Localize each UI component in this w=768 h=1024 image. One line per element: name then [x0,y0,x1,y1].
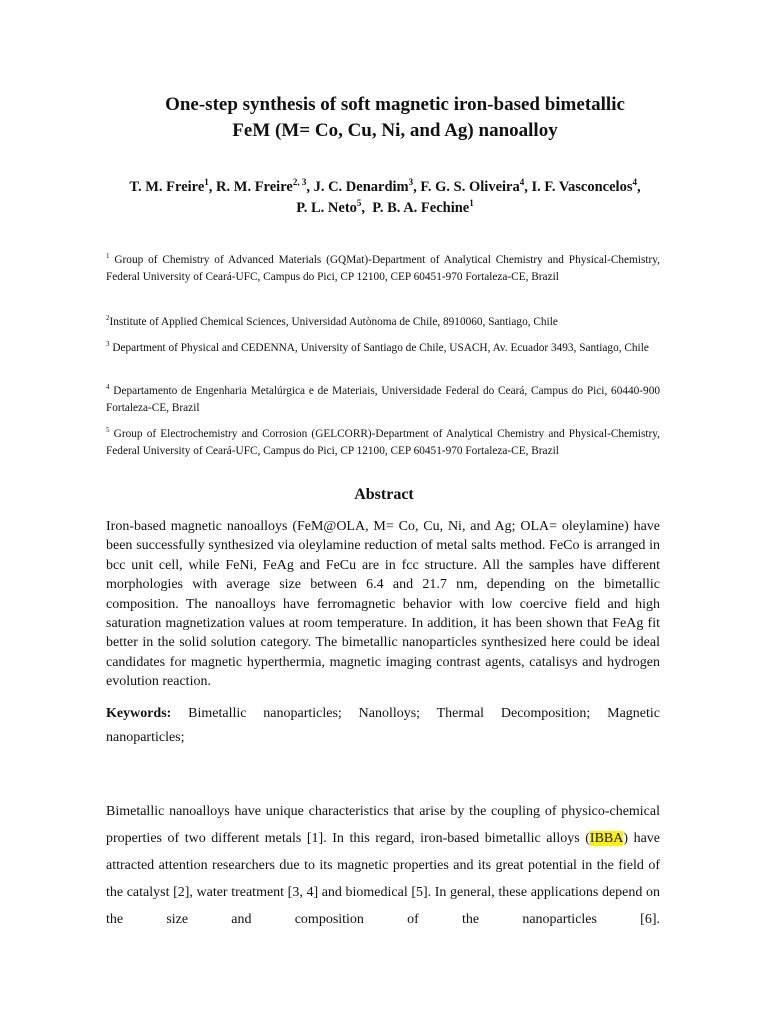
affiliation-text: Institute of Applied Chemical Sciences, Universidad Autònoma de Chile, 8910060, Santiago, Chile [109,316,558,328]
author-name: F. G. S. Oliveira [420,179,520,195]
keywords-text: Bimetallic nanoparticles; Nanolloys; Thermal Decomposition; Magnetic nanoparticles; [106,706,660,745]
intro-text-part-1: Bimetallic nanoalloys have unique characteristics that arise by the coupling of physico-chemical properties of two different metals [1]. In this regard, iron-based bimetallic alloys ( [106,804,660,846]
author-separator: , [208,179,217,195]
intro-text-part-2: ) have attracted attention researchers due to its magnetic properties and its great potential in the field of the catalyst [2], water treatment [3, 4] and biomedical [5]. In general, these applications depend on the size and composition of the nanoparticles [6]. [106,831,661,927]
abstract-heading: Abstract [354,486,414,503]
affiliation-mark: 3 [106,340,110,349]
author-separator: , [524,179,532,195]
author-name: I. F. Vasconcelos [531,179,633,195]
author-name: J. C. Denardim [313,179,409,195]
affiliation-mark: 2 [106,314,110,323]
affiliation-mark: 4 [106,383,110,392]
affiliation-text: Group of Electrochemistry and Corrosion (GELCORR)-Department of Analytical Chemistry and Physical-Chemistry, Federal University of Ceará-UFC, Campus do Pici, CP 12100, CEP 60451-970 Fortaleza-CE, Brazil [106,428,661,457]
affiliation-3 [106,340,660,357]
author-separator: , [361,200,373,216]
author-list [90,177,680,219]
author-name: T. M. Freire [129,179,205,195]
author-separator: , [413,179,421,195]
author-affiliation-mark: 1 [469,198,474,209]
title-line-2: FeM (M= Co, Cu, Ni, and Ag) nanoalloy [232,120,558,141]
affiliation-2 [106,314,660,331]
author-separator: , [306,179,314,195]
author-affiliation-mark: 2, 3 [292,177,307,188]
abstract-text: Iron-based magnetic nanoalloys (FeM@OLA, M= Co, Cu, Ni, and Ag; OLA= oleylamine) have been successfully synthesized via oleylamine reduction of metal salts method. FeCo is arranged in bcc unit cell, while FeNi, FeAg and FeCu are in fcc structure. All the samples have different morphologies with average size between 6.4 and 21.7 nm, depending on the bimetallic composition. The nanoalloys have ferromagnetic behavior with low coercive field and high saturation magnetization values at room temperature. In addition, it has been shown that FeAg fit better in the solid solution category. The bimetallic nanoparticles synthesized here could be ideal candidates for magnetic hyperthermia, magnetic imaging contrast agents, catalisys and hydrogen evolution reaction. [106,519,660,690]
affiliation-mark: 5 [106,426,110,435]
introduction-paragraph [106,798,660,933]
author-affiliation-mark: 5 [356,198,362,209]
affiliation-4 [106,383,660,416]
keywords-label: Keywords: [106,706,172,721]
author-affiliation-mark: 4 [519,177,525,188]
affiliation-mark: 1 [106,252,110,261]
affiliation-text: Department of Physical and CEDENNA, University of Santiago de Chile, USACH, Av. Ecuador 3493, Santiago, Chile [112,342,649,354]
affiliation-text: Departamento de Engenharia Metalúrgica e de Materiais, Universidade Federal do Ceará, Campus do Pici, 60440-900 Fortaleza-CE, Brazil [106,385,660,414]
highlighted-term: IBBA [589,831,624,846]
author-affiliation-mark: 3 [408,177,414,188]
author-name: R. M. Freire [216,179,293,195]
author-affiliation-mark: 4 [632,177,637,188]
keywords-paragraph [106,702,660,750]
affiliation-1 [106,252,660,285]
author-name: P. B. A. Fechine [372,200,470,216]
affiliation-text: Group of Chemistry of Advanced Materials (GQMat)-Department of Analytical Chemistry and Physical-Chemistry, Federal University of Ceará-UFC, Campus do Pici, CP 12100, CEP 60451-970 Fortaleza-CE, Brazil [106,254,661,283]
affiliation-5 [106,426,660,459]
paper-title [80,92,710,144]
author-affiliation-mark: 1 [204,177,209,188]
title-line-1: One-step synthesis of soft magnetic iron-based bimetallic [165,94,625,115]
author-separator: , [636,179,641,195]
author-name: P. L. Neto [296,200,357,216]
